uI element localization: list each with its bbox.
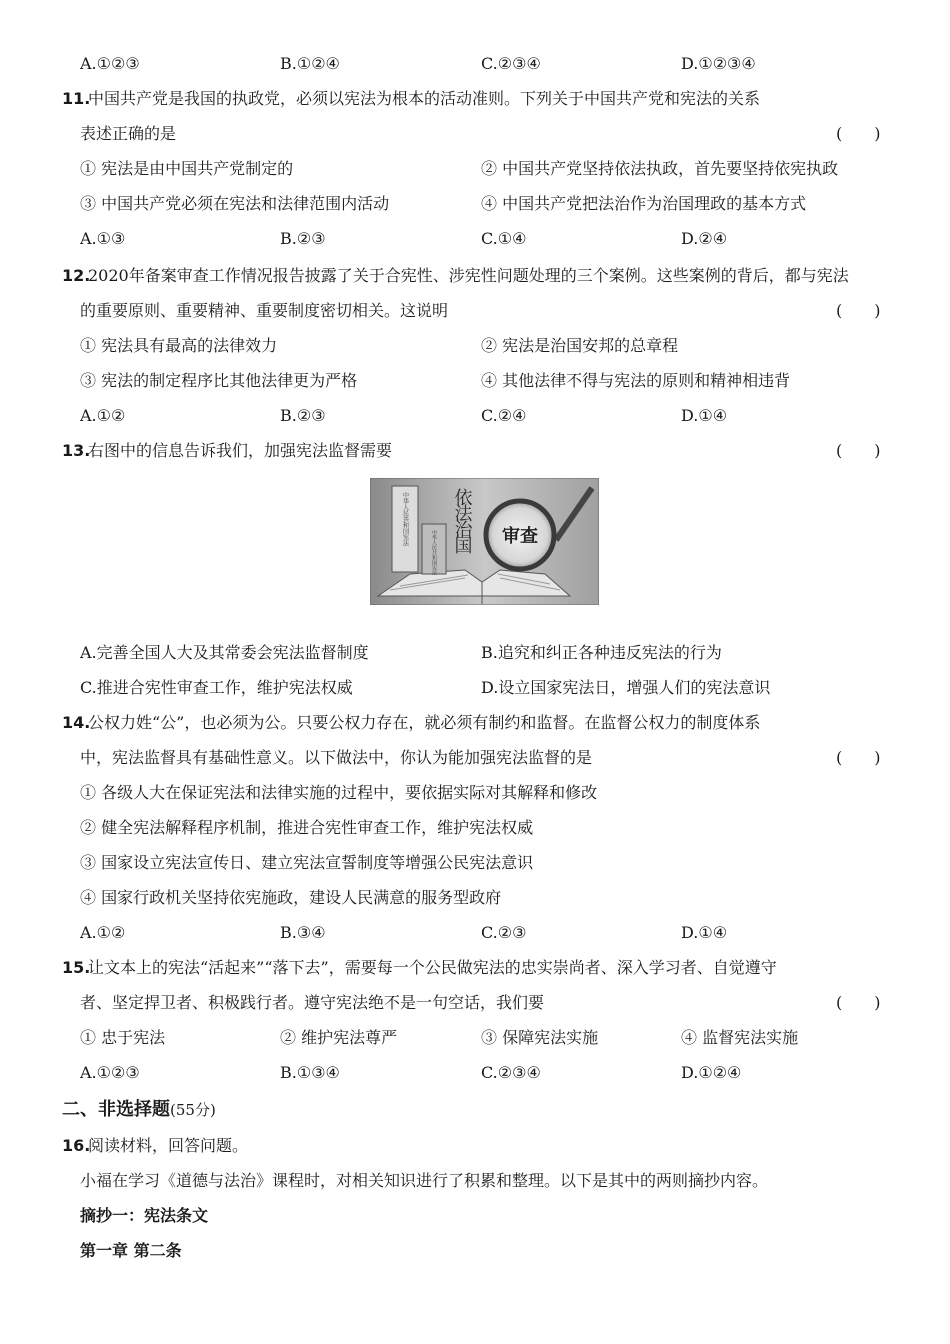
q10-options xyxy=(0,52,950,76)
option-b: B.②③ xyxy=(280,406,326,425)
statement-3: ③ 中国共产党必须在宪法和法律范围内活动 xyxy=(80,194,390,213)
statement-3: ③ 国家设立宪法宣传日、建立宪法宣誓制度等增强公民宪法意识 xyxy=(80,853,534,872)
q12-statements-row2 xyxy=(0,369,950,393)
option-c: C.②④ xyxy=(481,406,527,425)
option-a: A.①②③ xyxy=(80,1063,140,1082)
option-c: C.①④ xyxy=(481,229,527,248)
statement-2: ② 健全宪法解释程序机制，推进合宪性审查工作，维护宪法权威 xyxy=(80,818,534,837)
question-number: 12. xyxy=(62,266,91,285)
question-number: 15. xyxy=(62,958,91,977)
option-b: B.③④ xyxy=(280,923,326,942)
book-spine-text: 中华人民共和国宪法 xyxy=(401,492,409,546)
question-number: 11. xyxy=(62,89,91,108)
excerpt-title: 摘抄一：宪法条文 xyxy=(80,1206,209,1225)
question-number: 16. xyxy=(62,1136,91,1155)
q10-option-d: D.①②③④ xyxy=(681,54,756,73)
option-a: A.①② xyxy=(80,406,126,425)
option-d: D.①②④ xyxy=(681,1063,742,1082)
option-b: B.①③④ xyxy=(280,1063,340,1082)
option-a: A.①③ xyxy=(80,229,126,248)
q16-excerpt-title xyxy=(0,1204,950,1228)
magnifier-review-text: 审查 xyxy=(502,526,538,547)
option-c: C.②③ xyxy=(481,923,527,942)
statement-1: ① 宪法具有最高的法律效力 xyxy=(80,336,278,355)
q14-statement-3 xyxy=(0,851,950,875)
option-b: B.②③ xyxy=(280,229,326,248)
q12-stem-cont xyxy=(0,299,950,323)
q10-option-b: B.①②④ xyxy=(280,54,340,73)
q16-intro xyxy=(0,1169,950,1193)
option-a: A.完善全国人大及其常委会宪法监督制度 xyxy=(80,643,369,662)
answer-parenthesis: ( ) xyxy=(836,993,881,1012)
book-spine-text-2: 中华人民共和国宪法 xyxy=(431,530,437,575)
q14-options xyxy=(0,921,950,945)
q10-option-c: C.②③④ xyxy=(481,54,541,73)
calligraphy-rule-of-law: 依法治国 xyxy=(451,488,473,552)
question-stem-continued: 表述正确的是 xyxy=(80,124,177,143)
q13-options-row1 xyxy=(0,641,950,665)
q16-chapter xyxy=(0,1239,950,1263)
question-number: 14. xyxy=(62,713,91,732)
q14-stem-cont xyxy=(0,746,950,770)
q14-stem xyxy=(0,711,950,735)
section-score: (55分) xyxy=(170,1101,216,1119)
question-stem-continued: 者、坚定捍卫者、积极践行者。遵守宪法绝不是一句空话，我们要 xyxy=(80,993,545,1012)
statement-4: ④ 国家行政机关坚持依宪施政，建设人民满意的服务型政府 xyxy=(80,888,502,907)
material-intro: 小福在学习《道德与法治》课程时，对相关知识进行了积累和整理。以下是其中的两则摘抄内容。 xyxy=(80,1171,769,1190)
question-stem: 右图中的信息告诉我们，加强宪法监督需要 xyxy=(88,441,393,460)
answer-parenthesis: ( ) xyxy=(836,441,881,460)
option-d: D.②④ xyxy=(681,229,728,248)
section-title: 二、非选择题 xyxy=(62,1099,170,1120)
q15-stem-cont xyxy=(0,991,950,1015)
answer-parenthesis: ( ) xyxy=(836,124,881,143)
q13-stem xyxy=(0,439,950,463)
constitution-review-illustration xyxy=(370,478,599,605)
statement-1: ① 忠于宪法 xyxy=(80,1028,166,1047)
answer-parenthesis: ( ) xyxy=(836,301,881,320)
q11-options xyxy=(0,227,950,251)
q14-statement-2 xyxy=(0,816,950,840)
question-stem-continued: 的重要原则、重要精神、重要制度密切相关。这说明 xyxy=(80,301,449,320)
statement-2: ② 宪法是治国安邦的总章程 xyxy=(481,336,679,355)
question-stem-continued: 中，宪法监督具有基础性意义。以下做法中，你认为能加强宪法监督的是 xyxy=(80,748,593,767)
q14-statement-1 xyxy=(0,781,950,805)
q15-stem xyxy=(0,956,950,980)
q11-stem xyxy=(0,87,950,111)
question-number: 13. xyxy=(62,441,91,460)
question-stem: 让文本上的宪法“活起来”“落下去”，需要每一个公民做宪法的忠实崇尚者、深入学习者、自觉遵守 xyxy=(88,958,777,977)
q11-stem-cont xyxy=(0,122,950,146)
statement-4: ④ 中国共产党把法治作为治国理政的基本方式 xyxy=(481,194,807,213)
statement-4: ④ 其他法律不得与宪法的原则和精神相违背 xyxy=(481,371,791,390)
q16-stem xyxy=(0,1134,950,1158)
q14-statement-4 xyxy=(0,886,950,910)
q12-stem xyxy=(0,264,950,288)
statement-3: ③ 宪法的制定程序比其他法律更为严格 xyxy=(80,371,358,390)
q15-options xyxy=(0,1061,950,1085)
question-stem: 阅读材料，回答问题。 xyxy=(88,1136,249,1155)
option-b: B.追究和纠正各种违反宪法的行为 xyxy=(481,643,722,662)
question-stem: 中国共产党是我国的执政党，必须以宪法为根本的活动准则。下列关于中国共产党和宪法的关系 xyxy=(88,89,761,108)
chapter-heading: 第一章 第二条 xyxy=(80,1241,182,1260)
option-d: D.设立国家宪法日，增强人们的宪法意识 xyxy=(481,678,771,697)
option-a: A.①② xyxy=(80,923,126,942)
statement-1: ① 宪法是由中国共产党制定的 xyxy=(80,159,294,178)
statement-1: ① 各级人大在保证宪法和法律实施的过程中，要依据实际对其解释和修改 xyxy=(80,783,598,802)
q10-option-a: A.①②③ xyxy=(80,54,140,73)
q12-statements-row1 xyxy=(0,334,950,358)
answer-parenthesis: ( ) xyxy=(836,748,881,767)
statement-2: ② 维护宪法尊严 xyxy=(280,1028,398,1047)
q13-options-row2 xyxy=(0,676,950,700)
option-d: D.①④ xyxy=(681,406,728,425)
statement-3: ③ 保障宪法实施 xyxy=(481,1028,599,1047)
q11-statements-row1 xyxy=(0,157,950,181)
option-d: D.①④ xyxy=(681,923,728,942)
q12-options xyxy=(0,404,950,428)
q11-statements-row2 xyxy=(0,192,950,216)
statement-4: ④ 监督宪法实施 xyxy=(681,1028,799,1047)
statement-2: ② 中国共产党坚持依法执政，首先要坚持依宪执政 xyxy=(481,159,839,178)
question-stem: 2020年备案审查工作情况报告披露了关于合宪性、涉宪性问题处理的三个案例。这些案例的背后，都与宪法 xyxy=(88,266,849,285)
option-c: C.推进合宪性审查工作，维护宪法权威 xyxy=(80,678,353,697)
question-stem: 公权力姓“公”，也必须为公。只要公权力存在，就必须有制约和监督。在监督公权力的制度体系 xyxy=(88,713,761,732)
q15-statements xyxy=(0,1026,950,1050)
option-c: C.②③④ xyxy=(481,1063,541,1082)
section-heading xyxy=(0,1096,950,1124)
